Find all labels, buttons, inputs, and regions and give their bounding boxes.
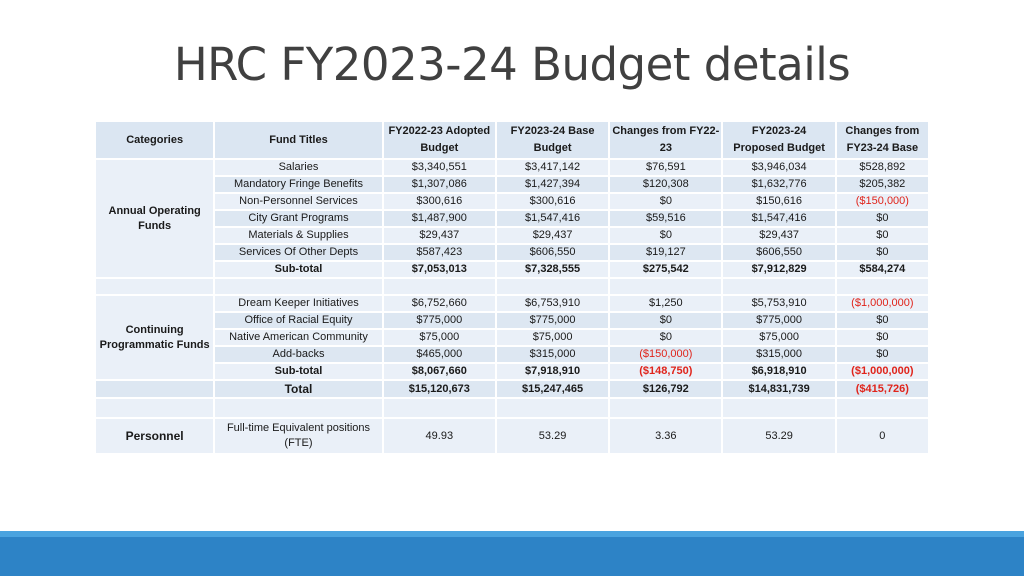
header-fy2023-24-base: FY2023-24 Base Budget [497,122,608,158]
cell-value: $120,308 [610,177,721,192]
cell-value: $775,000 [723,313,834,328]
cell-value: $0 [610,330,721,345]
cell-value: $7,328,555 [497,262,608,277]
personnel-row [96,419,928,453]
fund-title: City Grant Programs [215,211,381,226]
cell-value: $1,487,900 [384,211,495,226]
cell-value-negative: ($150,000) [837,194,928,209]
cell-value: $5,753,910 [723,296,834,311]
cell-value: $0 [837,245,928,260]
fund-title: Native American Community [215,330,381,345]
cell-value-negative: ($415,726) [837,381,928,397]
cell-value: $8,067,660 [384,364,495,379]
table-row [96,347,928,362]
table-row [96,177,928,192]
category-personnel: Personnel [96,419,213,453]
cell-value: $3,417,142 [497,160,608,175]
cell-value: 53.29 [497,419,608,453]
cell-value-negative: ($1,000,000) [837,364,928,379]
cell-value: $1,427,394 [497,177,608,192]
cell-value: $0 [837,347,928,362]
cell-value: $775,000 [384,313,495,328]
fund-title: Office of Racial Equity [215,313,381,328]
fund-title: Salaries [215,160,381,175]
cell-value: $0 [837,313,928,328]
total-label: Total [215,381,381,397]
header-changes-fy23-24-base: Changes from FY23-24 Base [837,122,928,158]
cell-value: $300,616 [384,194,495,209]
cell-value: $14,831,739 [723,381,834,397]
cell-value: $775,000 [497,313,608,328]
cell-value: $0 [610,194,721,209]
cell-value: $1,547,416 [497,211,608,226]
cell-value-negative: ($150,000) [610,347,721,362]
total-row [96,381,928,397]
cell-value: $275,542 [610,262,721,277]
table-row [96,160,928,175]
cell-value: 53.29 [723,419,834,453]
footer-bar [0,537,1024,576]
table-row [96,228,928,243]
page-title: HRC FY2023-24 Budget details [173,38,851,91]
table-row [96,296,928,311]
cell-value: 0 [837,419,928,453]
spacer-row [96,279,928,294]
cell-value: $205,382 [837,177,928,192]
cell-value: $76,591 [610,160,721,175]
cell-value: 3.36 [610,419,721,453]
spacer-row [96,399,928,417]
fund-title: Sub-total [215,364,381,379]
budget-table [94,120,930,455]
cell-value: $1,250 [610,296,721,311]
cell-value: $315,000 [723,347,834,362]
cell-value: $6,753,910 [497,296,608,311]
cell-value: $29,437 [497,228,608,243]
cell-value: $3,340,551 [384,160,495,175]
table-row [96,330,928,345]
cell-value: $0 [610,313,721,328]
cell-value: $465,000 [384,347,495,362]
cell-value: $15,247,465 [497,381,608,397]
cell-value: $584,274 [837,262,928,277]
table-row [96,194,928,209]
header-row [96,122,928,158]
fund-title: Services Of Other Depts [215,245,381,260]
cell-value: $587,423 [384,245,495,260]
cell-value: $1,307,086 [384,177,495,192]
header-fy2022-23-adopted: FY2022-23 Adopted Budget [384,122,495,158]
cell-value: $606,550 [723,245,834,260]
cell-value: $3,946,034 [723,160,834,175]
category-continuing-programmatic: Continuing Programmatic Funds [96,296,213,379]
cell-value: $300,616 [497,194,608,209]
subtotal-row-continuing [96,364,928,379]
cell-value: $7,053,013 [384,262,495,277]
header-fund-titles: Fund Titles [215,122,381,158]
cell-value: $528,892 [837,160,928,175]
fund-title: Full-time Equivalent positions (FTE) [215,419,381,453]
cell-value: $29,437 [384,228,495,243]
cell-value: $6,752,660 [384,296,495,311]
cell-value: $315,000 [497,347,608,362]
header-changes-fy22-23: Changes from FY22-23 [610,122,721,158]
table-row [96,313,928,328]
fund-title: Mandatory Fringe Benefits [215,177,381,192]
cell-value: $75,000 [723,330,834,345]
fund-title: Add-backs [215,347,381,362]
cell-value: $606,550 [497,245,608,260]
header-fy2023-24-proposed: FY2023-24 Proposed Budget [723,122,834,158]
cell-value: $59,516 [610,211,721,226]
cell-value: $7,912,829 [723,262,834,277]
cell-value: $0 [837,330,928,345]
cell-value: $6,918,910 [723,364,834,379]
cell-value-negative: ($148,750) [610,364,721,379]
cell-value: $7,918,910 [497,364,608,379]
cell-value: $19,127 [610,245,721,260]
cell-value: $0 [610,228,721,243]
cell-value: $150,616 [723,194,834,209]
cell-value: $1,547,416 [723,211,834,226]
cell-value: $15,120,673 [384,381,495,397]
table-row [96,211,928,226]
fund-title: Sub-total [215,262,381,277]
header-categories: Categories [96,122,213,158]
fund-title: Materials & Supplies [215,228,381,243]
cell-value: 49.93 [384,419,495,453]
cell-value: $0 [837,228,928,243]
cell-value: $75,000 [497,330,608,345]
cell-value: $29,437 [723,228,834,243]
category-annual-operating: Annual Operating Funds [96,160,213,277]
cell-value: $0 [837,211,928,226]
cell-value: $1,632,776 [723,177,834,192]
cell-value-negative: ($1,000,000) [837,296,928,311]
fund-title: Non-Personnel Services [215,194,381,209]
cell-value: $75,000 [384,330,495,345]
cell-value: $126,792 [610,381,721,397]
fund-title: Dream Keeper Initiatives [215,296,381,311]
total-blank [96,381,213,397]
subtotal-row-annual [96,262,928,277]
table-row [96,245,928,260]
